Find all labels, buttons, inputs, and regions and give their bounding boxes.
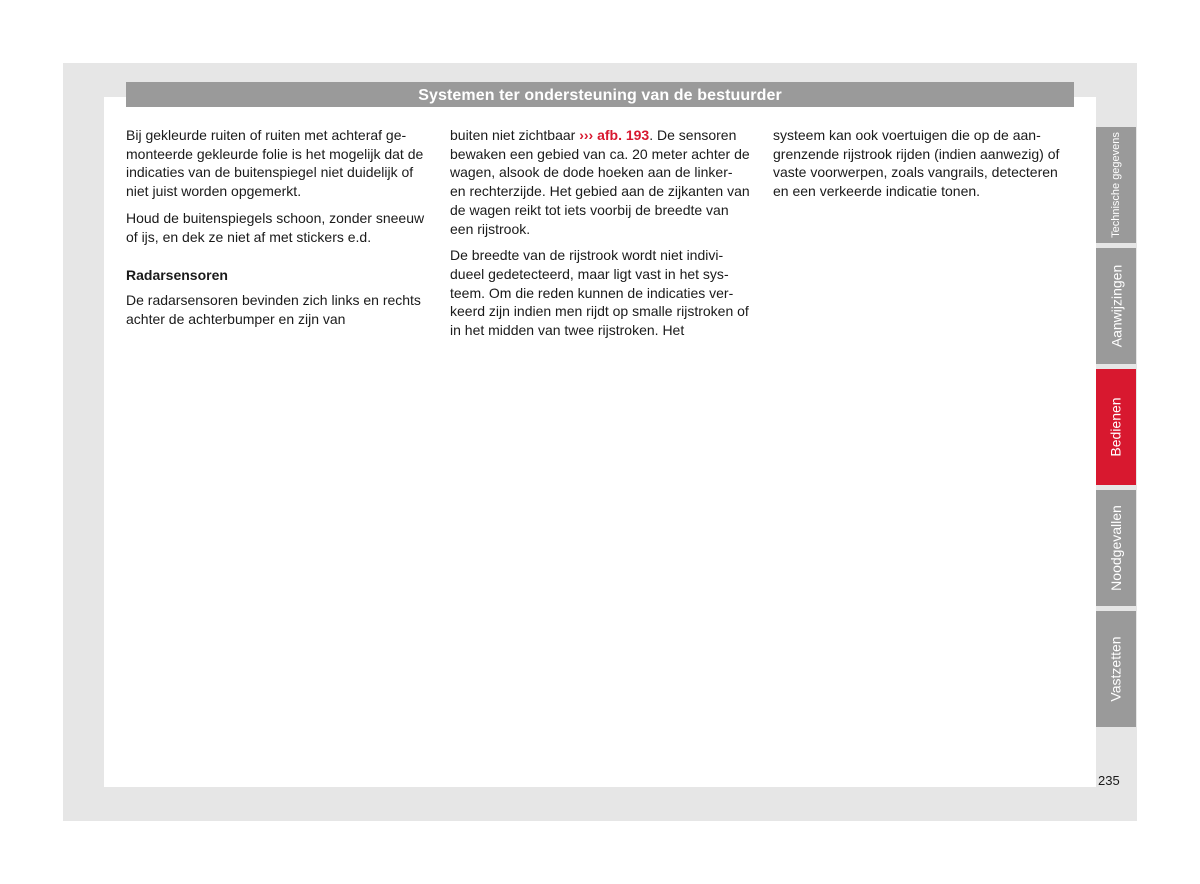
page-number: 235 bbox=[1098, 773, 1120, 788]
paragraph: Bij gekleurde ruiten of ruiten met achteraf gemonteerde gekleurde folie is het mogelijk dat de indicaties van de buitenspiegel niet duidelijk of niet juist worden opgemerkt. bbox=[126, 127, 424, 200]
figure-reference-link[interactable]: ››› afb. 193 bbox=[579, 127, 650, 143]
paragraph bbox=[450, 126, 750, 238]
paragraph-text: . De sensoren bewaken een gebied van ca. 20 meter achter de wagen, alsook de dode hoeken aan de linker- en rechterzijde. Het gebied aan de zijkanten van de wagen reikt tot iets voorbij de breedte van een rijstrook. bbox=[450, 127, 750, 237]
tab-label: Vastzetten bbox=[1108, 636, 1124, 702]
section-header: Systemen ter ondersteuning van de bestuurder bbox=[126, 82, 1074, 107]
subheading-radarsensoren: Radarsensoren bbox=[126, 267, 228, 284]
tab-technische-gegevens[interactable] bbox=[1096, 127, 1136, 243]
tab-label: Bedienen bbox=[1108, 397, 1125, 457]
tab-vastzetten[interactable] bbox=[1096, 611, 1136, 727]
tab-bedienen[interactable] bbox=[1096, 369, 1136, 485]
tab-label: Aanwijzingen bbox=[1108, 264, 1124, 348]
text-column-1 bbox=[126, 126, 426, 336]
paragraph: Houd de buitenspiegels schoon, zonder sneeuw of ijs, en dek ze niet af met stickers e.d. bbox=[126, 209, 425, 245]
paragraph: systeem kan ook voertuigen die op de aangrenzende rijstrook rijden (indien aanwezig) of vaste voorwerpen, zoals vangrails, detecteren en een verkeerde indicatie tonen. bbox=[773, 127, 1060, 200]
tab-noodgevallen[interactable] bbox=[1096, 490, 1136, 606]
paragraph-text: buiten niet zichtbaar bbox=[450, 127, 580, 143]
tab-aanwijzingen[interactable] bbox=[1096, 248, 1136, 364]
tab-label: Technische gegevens bbox=[1110, 132, 1123, 238]
text-column-3 bbox=[773, 126, 1073, 209]
paragraph: De breedte van de rijstrook wordt niet individueel gedetecteerd, maar ligt vast in het systeem. Om die reden kunnen de indicaties verkeerd zijn indien men rijdt op smalle rijstroken of in het midden van twee rijstroken. Het bbox=[450, 247, 749, 339]
tab-label: Noodgevallen bbox=[1108, 505, 1124, 591]
paragraph: De radarsensoren bevinden zich links en rechts achter de achterbumper en zijn van bbox=[126, 291, 421, 327]
text-column-2 bbox=[450, 126, 750, 348]
